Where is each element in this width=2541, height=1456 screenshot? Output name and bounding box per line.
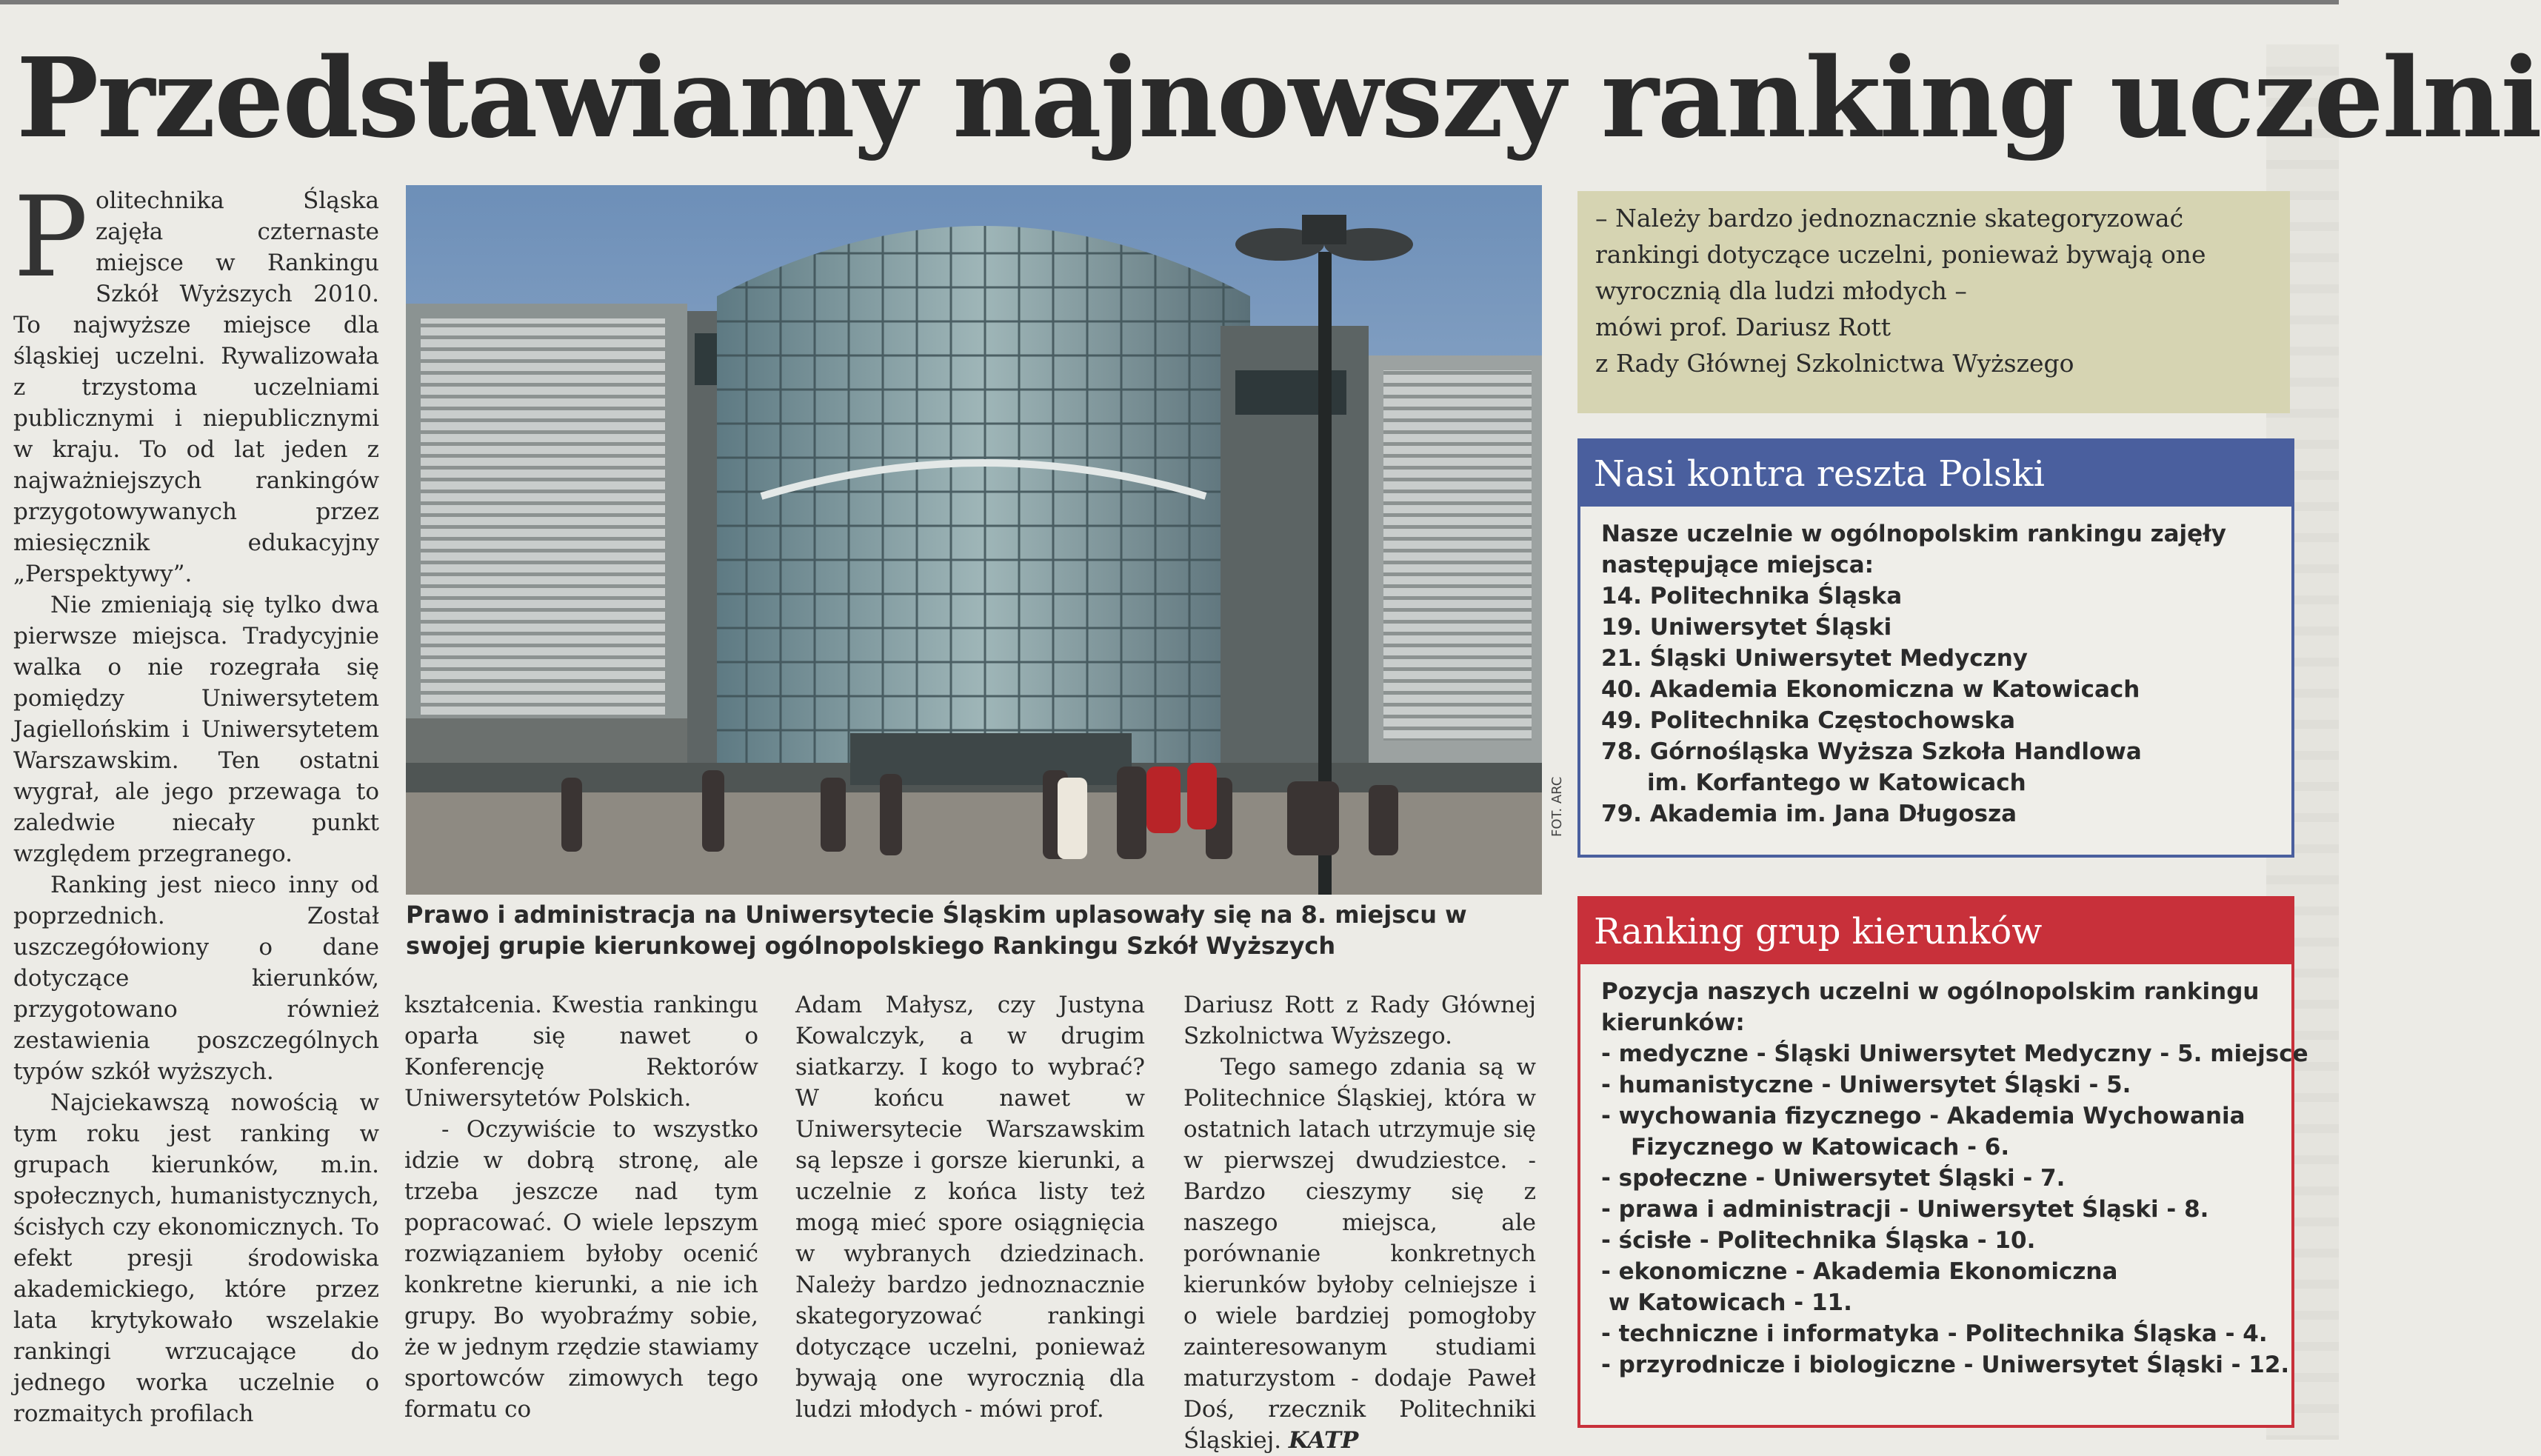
quote-line: – Należy bardzo jednoznacznie skategoryzować [1595, 204, 2184, 233]
article-column-4 [1183, 989, 1536, 1454]
list-item: - medyczne - Śląski Uniwersytet Medyczny - 5. miejsce [1601, 1041, 2308, 1067]
list-item: 49. Politechnika Częstochowska [1601, 707, 2016, 734]
quote-line: z Rady Głównej Szkolnictwa Wyższego [1595, 349, 2074, 378]
list-item: 78. Górnośląska Wyższa Szkoła Handlowa [1601, 738, 2142, 765]
quote-line: rankingi dotyczące uczelni, ponieważ bywają one [1595, 240, 2206, 269]
list-item: - ekonomiczne - Akademia Ekonomiczna [1601, 1258, 2118, 1285]
list-item: - techniczne i informatyka - Politechnika Śląska - 4. [1601, 1320, 2268, 1347]
list-item: - humanistyczne - Uniwersytet Śląski - 5. [1601, 1072, 2131, 1098]
sidebar-intro: Nasze uczelnie w ogólnopolskim rankingu zajęły [1601, 521, 2226, 547]
article-paragraph: - Oczywiście to wszystko idzie w dobrą stronę, ale trzeba jeszcze nad tym popracować. O wiele lepszym rozwiązaniem byłoby ocenić konkretne kierunki, a nie ich grupy. Bo wyobraźmy sobie, że w jednym rzędzie stawiamy sportowców zimowych tego formatu co [404, 1116, 758, 1423]
quote-line: mówi prof. Dariusz Rott [1595, 313, 1891, 341]
list-item: - prawa i administracji - Uniwersytet Śląski - 8. [1601, 1196, 2209, 1223]
list-item: 40. Akademia Ekonomiczna w Katowicach [1601, 676, 2140, 703]
article-paragraph: Adam Małysz, czy Justyna Kowalczyk, a w drugim siatkarzy. I kogo to wybrać? W końcu nawet w Uniwersytecie Warszawskim są lepsze i gorsze kierunki, a uczelnie z końca listy też mogą mieć spore osiągnięcia w wybranych dziedzinach. Należy bardzo jednoznacznie skategoryzować rankingi dotyczące uczelni, ponieważ bywają one wyrocznią dla ludzi młodych - mówi prof. [795, 992, 1145, 1423]
sidebar-box-title: Nasi kontra reszta Polski [1580, 441, 2291, 507]
article-paragraph: Ranking jest nieco inny od poprzednich. Został uszczegółowiony o dane dotyczące kierunków, przygotowano również zestawienia poszczególnych typów szkół wyższych. [13, 872, 379, 1085]
sidebar-intro: Pozycja naszych uczelni w ogólnopolskim rankingu [1601, 978, 2260, 1005]
article-column-1 [13, 173, 379, 1437]
photo-credit: FOT. ARC [1549, 776, 1565, 837]
photo-caption: Prawo i administracja na Uniwersytecie Śląskim uplasowały się na 8. miejscu w swojej grupie kierunkowej ogólnopolskiego Rankingu Szkół Wyższych [406, 901, 1467, 960]
article-paragraph: Nie zmieniają się tylko dwa pierwsze miejsca. Tradycyjnie walka o nie rozegrała się pomiędzy Uniwersytetem Jagiellońskim i Uniwersytetem Warszawskim. Ten ostatni wygrał, ale jego przewaga to zaledwie niecały punkt względem przegranego. [13, 592, 379, 867]
article-photo [406, 185, 1542, 895]
list-item: 79. Akademia im. Jana Długosza [1601, 801, 2017, 827]
list-item: im. Korfantego w Katowicach [1647, 769, 2026, 796]
ranking-sidebar-box [1577, 438, 2294, 858]
list-item: 19. Uniwersytet Śląski [1601, 614, 1892, 641]
list-item: - ścisłe - Politechnika Śląska - 10. [1601, 1227, 2036, 1254]
building-photo-illustration [406, 185, 1542, 895]
list-item: 14. Politechnika Śląska [1601, 583, 1903, 610]
sidebar-box-title: Ranking grup kierunków [1580, 899, 2291, 964]
list-item: - społeczne - Uniwersytet Śląski - 7. [1601, 1165, 2066, 1192]
author-signature: KATP [1288, 1427, 1359, 1454]
headline: Przedstawiamy najnowszy ranking uczelni [16, 33, 2541, 162]
article-column-3 [795, 989, 1145, 1434]
list-item: Fizycznego w Katowicach - 6. [1631, 1134, 2010, 1161]
sidebar-box-body [1580, 964, 2308, 1380]
sidebar-intro: kierunków: [1601, 1009, 1745, 1036]
drop-cap: P [13, 173, 88, 302]
quote-line: wyrocznią dla ludzi młodych – [1595, 276, 1967, 305]
list-item: w Katowicach - 11. [1609, 1289, 1852, 1316]
article-paragraph: Politechnika Śląska zajęła czternaste miejsce w Rankingu Szkół Wyższych 2010. To najwyższe miejsce dla śląskiej uczelni. Rywalizowała z trzystoma uczelniami publicznymi i niepublicznymi w kraju. To od lat jeden z najważniejszych rankingów przygotowywanych przez miesięcznik edukacyjny „Perspektywy”. [13, 173, 379, 587]
top-rule [0, 0, 2339, 4]
article-column-2 [404, 989, 758, 1434]
field-ranking-sidebar-box [1577, 896, 2308, 1428]
list-item: 21. Śląski Uniwersytet Medyczny [1601, 645, 2028, 672]
article-paragraph: kształcenia. Kwestia rankingu oparła się nawet o Konferencję Rektorów Uniwersytetów Polskich. [404, 992, 758, 1112]
list-item: - wychowania fizycznego - Akademia Wychowania [1601, 1103, 2246, 1129]
sidebar-intro: następujące miejsca: [1601, 552, 1874, 578]
article-paragraph: Dariusz Rott z Rady Głównej Szkolnictwa Wyższego. [1183, 992, 1536, 1049]
article-paragraph: Tego samego zdania są w Politechnice Śląskiej, która w ostatnich latach utrzymuje się w pierwszej dwudziestce. - Bardzo cieszymy się z naszego miejsca, ale porównanie konkretnych kierunków byłoby celniejsze i o wiele bardziej pomogłoby zainteresowanym studiami maturzystom - dodaje Paweł Doś, rzecznik Politechniki Śląskiej. KATP [1183, 1054, 1536, 1454]
list-item: - przyrodnicze i biologiczne - Uniwersytet Śląski - 12. [1601, 1352, 2290, 1378]
sidebar-box-body [1580, 507, 2291, 829]
article-paragraph: Najciekawszą nowością w tym roku jest ranking w grupach kierunków, m.in. społecznych, humanistycznych, ścisłych czy ekonomicznych. To efekt presji środowiska akademickiego, które przez lata krytykowało wszelakie rankingi wrzucające do jednego worka uczelnie o rozmaitych profilach [13, 1089, 379, 1427]
pull-quote [1577, 191, 2290, 413]
